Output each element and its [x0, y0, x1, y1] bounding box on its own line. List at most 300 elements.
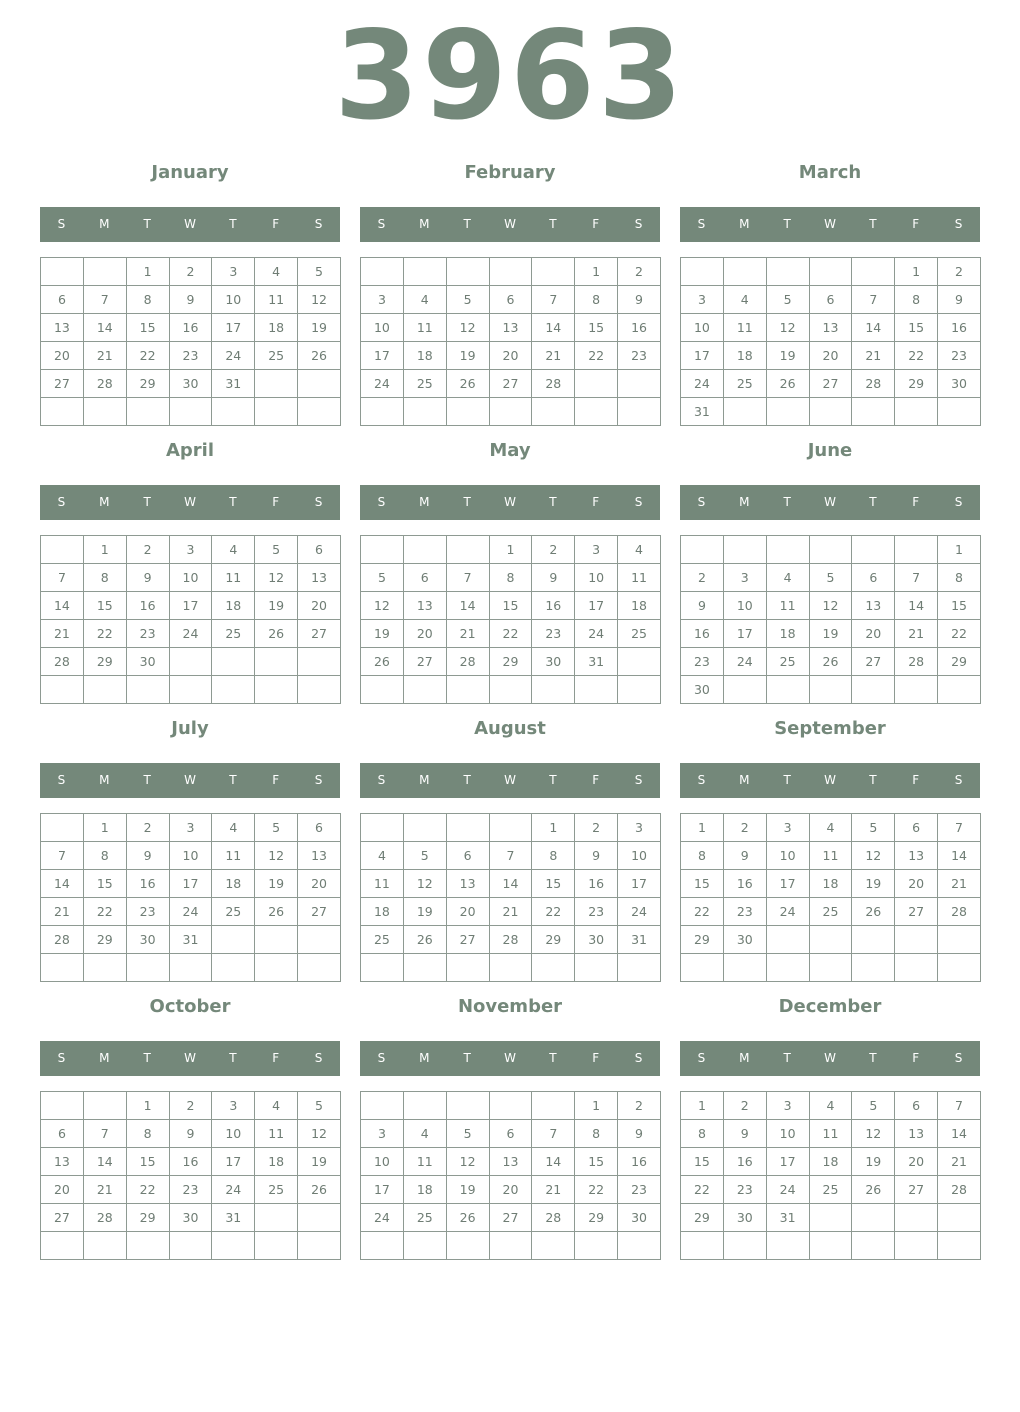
day-cell: 3: [169, 814, 212, 842]
day-cell: [255, 1204, 298, 1232]
day-cell: [618, 954, 661, 982]
day-cell: 11: [255, 1120, 298, 1148]
week-row: [681, 370, 981, 398]
day-cell: 3: [681, 286, 724, 314]
day-cell: [723, 258, 766, 286]
day-cell: 8: [895, 286, 938, 314]
day-cell: 30: [723, 1204, 766, 1232]
week-row: [681, 1148, 981, 1176]
day-cell: 16: [723, 870, 766, 898]
day-cell: 2: [938, 258, 981, 286]
week-row: [41, 592, 341, 620]
day-cell: [298, 1232, 341, 1260]
day-cell: [169, 954, 212, 982]
day-cell: 18: [809, 870, 852, 898]
day-cell: 3: [212, 1092, 255, 1120]
week-row: [361, 1176, 661, 1204]
day-cell: 5: [766, 286, 809, 314]
day-cell: 16: [532, 592, 575, 620]
day-cell: 3: [361, 1120, 404, 1148]
day-cell: 20: [809, 342, 852, 370]
day-cell: [255, 676, 298, 704]
day-cell: 15: [489, 592, 532, 620]
day-cell: [723, 676, 766, 704]
weekday-header: [40, 763, 340, 798]
day-cell: 26: [852, 1176, 895, 1204]
day-cell: 15: [83, 870, 126, 898]
day-cell: 19: [298, 1148, 341, 1176]
day-cell: 21: [41, 620, 84, 648]
day-cell: 17: [618, 870, 661, 898]
day-cell: 15: [895, 314, 938, 342]
weekday-label: F: [912, 495, 920, 509]
weekday-label: S: [314, 495, 323, 509]
day-cell: 21: [446, 620, 489, 648]
day-cell: 9: [938, 286, 981, 314]
day-cell: [852, 536, 895, 564]
day-cell: 26: [809, 648, 852, 676]
day-cell: 12: [446, 1148, 489, 1176]
day-cell: 13: [403, 592, 446, 620]
day-cell: 13: [489, 314, 532, 342]
day-cell: [41, 676, 84, 704]
weekday-header: [680, 763, 980, 798]
day-cell: [41, 258, 84, 286]
week-row: [681, 592, 981, 620]
day-cell: 10: [212, 286, 255, 314]
month-name: June: [807, 440, 853, 461]
day-cell: [532, 954, 575, 982]
day-cell: [41, 398, 84, 426]
day-cell: 19: [809, 620, 852, 648]
weekday-label: W: [184, 495, 196, 509]
day-cell: [895, 926, 938, 954]
week-row: [361, 620, 661, 648]
week-row: [41, 564, 341, 592]
day-cell: 6: [298, 536, 341, 564]
day-cell: 2: [169, 1092, 212, 1120]
day-cell: [361, 258, 404, 286]
day-cell: 31: [618, 926, 661, 954]
day-cell: 20: [298, 870, 341, 898]
day-cell: [766, 536, 809, 564]
day-cell: 29: [83, 926, 126, 954]
day-cell: 5: [403, 842, 446, 870]
day-grid: [680, 813, 981, 982]
weekday-label: W: [504, 217, 516, 231]
day-cell: [446, 258, 489, 286]
day-cell: 28: [532, 370, 575, 398]
week-row: [681, 676, 981, 704]
day-cell: 9: [681, 592, 724, 620]
day-cell: 19: [255, 870, 298, 898]
week-row: [681, 1092, 981, 1120]
day-cell: 31: [212, 370, 255, 398]
day-cell: 18: [255, 314, 298, 342]
weekday-label: F: [592, 773, 600, 787]
day-cell: 29: [895, 370, 938, 398]
day-cell: 29: [938, 648, 981, 676]
week-row: [361, 1148, 661, 1176]
day-cell: 14: [83, 1148, 126, 1176]
day-cell: 4: [809, 814, 852, 842]
day-cell: [895, 676, 938, 704]
day-cell: 1: [575, 1092, 618, 1120]
day-cell: 19: [298, 314, 341, 342]
day-cell: 31: [575, 648, 618, 676]
day-cell: 23: [618, 342, 661, 370]
day-cell: 27: [852, 648, 895, 676]
week-row: [41, 1120, 341, 1148]
day-cell: 17: [681, 342, 724, 370]
day-cell: [723, 1232, 766, 1260]
day-cell: 25: [766, 648, 809, 676]
day-cell: 18: [403, 1176, 446, 1204]
month-name: May: [489, 440, 531, 461]
weekday-label: S: [697, 495, 706, 509]
weekday-label: S: [57, 1051, 66, 1065]
day-cell: 21: [489, 898, 532, 926]
day-cell: 16: [618, 1148, 661, 1176]
day-cell: [169, 398, 212, 426]
weekday-label: W: [824, 1051, 836, 1065]
day-cell: [809, 954, 852, 982]
day-cell: 5: [255, 814, 298, 842]
week-row: [681, 536, 981, 564]
day-cell: 5: [446, 286, 489, 314]
day-cell: 11: [212, 564, 255, 592]
week-row: [41, 1148, 341, 1176]
day-cell: 8: [575, 286, 618, 314]
weekday-label: T: [229, 773, 237, 787]
day-cell: 22: [83, 620, 126, 648]
week-row: [361, 954, 661, 982]
day-cell: 11: [403, 1148, 446, 1176]
week-row: [361, 286, 661, 314]
day-cell: [723, 954, 766, 982]
day-cell: [446, 954, 489, 982]
day-cell: 7: [852, 286, 895, 314]
day-cell: 1: [575, 258, 618, 286]
day-cell: [361, 1232, 404, 1260]
weekday-label: T: [869, 1051, 877, 1065]
day-cell: [852, 398, 895, 426]
day-cell: 28: [41, 648, 84, 676]
day-cell: [361, 536, 404, 564]
week-row: [41, 954, 341, 982]
day-cell: 19: [852, 1148, 895, 1176]
day-cell: 25: [255, 342, 298, 370]
day-cell: 19: [361, 620, 404, 648]
day-cell: 18: [255, 1148, 298, 1176]
day-cell: 3: [766, 814, 809, 842]
day-grid: [360, 257, 661, 426]
day-cell: 6: [895, 1092, 938, 1120]
weekday-label: S: [954, 1051, 963, 1065]
day-cell: 20: [489, 342, 532, 370]
weekday-label: S: [634, 495, 643, 509]
day-cell: 30: [169, 1204, 212, 1232]
day-cell: 16: [126, 592, 169, 620]
day-cell: 1: [681, 1092, 724, 1120]
day-cell: 13: [41, 1148, 84, 1176]
day-cell: 17: [575, 592, 618, 620]
day-cell: 25: [403, 370, 446, 398]
day-cell: 22: [575, 1176, 618, 1204]
day-cell: 4: [766, 564, 809, 592]
day-cell: 8: [681, 842, 724, 870]
week-row: [681, 314, 981, 342]
day-cell: [83, 1092, 126, 1120]
day-cell: 12: [298, 1120, 341, 1148]
day-cell: 6: [298, 814, 341, 842]
week-row: [681, 1232, 981, 1260]
day-cell: 26: [361, 648, 404, 676]
week-row: [361, 1204, 661, 1232]
day-cell: 2: [126, 536, 169, 564]
weekday-label: F: [912, 217, 920, 231]
day-cell: 25: [809, 898, 852, 926]
day-cell: [618, 676, 661, 704]
day-cell: 9: [618, 1120, 661, 1148]
day-cell: 1: [895, 258, 938, 286]
day-cell: 10: [618, 842, 661, 870]
week-row: [681, 1204, 981, 1232]
day-cell: [489, 954, 532, 982]
weekday-header: [360, 485, 660, 520]
week-row: [41, 620, 341, 648]
day-cell: 9: [618, 286, 661, 314]
day-cell: 3: [169, 536, 212, 564]
week-row: [361, 870, 661, 898]
day-cell: 11: [809, 1120, 852, 1148]
weekday-label: S: [954, 773, 963, 787]
day-cell: 16: [126, 870, 169, 898]
day-cell: 9: [169, 1120, 212, 1148]
week-row: [361, 258, 661, 286]
day-cell: 19: [852, 870, 895, 898]
weekday-label: F: [272, 217, 280, 231]
day-cell: 6: [446, 842, 489, 870]
day-cell: [852, 676, 895, 704]
day-cell: 20: [895, 870, 938, 898]
week-row: [41, 370, 341, 398]
day-cell: [575, 676, 618, 704]
day-cell: 18: [212, 870, 255, 898]
weekday-label: W: [504, 773, 516, 787]
day-cell: [446, 536, 489, 564]
day-cell: 1: [681, 814, 724, 842]
day-cell: [83, 1232, 126, 1260]
weekday-label: M: [99, 1051, 110, 1065]
month-name: February: [464, 162, 556, 183]
day-cell: [361, 398, 404, 426]
day-cell: [403, 1092, 446, 1120]
week-row: [41, 814, 341, 842]
day-cell: [212, 676, 255, 704]
day-cell: 14: [532, 314, 575, 342]
weekday-label: T: [143, 217, 151, 231]
weekday-label: S: [314, 773, 323, 787]
day-cell: [895, 1204, 938, 1232]
day-cell: 22: [895, 342, 938, 370]
weekday-label: M: [99, 495, 110, 509]
day-cell: 12: [255, 564, 298, 592]
day-cell: [361, 676, 404, 704]
weekday-label: S: [57, 773, 66, 787]
day-cell: 4: [361, 842, 404, 870]
day-cell: 21: [41, 898, 84, 926]
day-cell: 10: [766, 842, 809, 870]
day-cell: 3: [766, 1092, 809, 1120]
weekday-label: T: [143, 773, 151, 787]
year-title: 3963: [334, 5, 686, 147]
day-cell: [41, 1232, 84, 1260]
day-cell: 30: [126, 926, 169, 954]
day-cell: [532, 676, 575, 704]
day-cell: 7: [489, 842, 532, 870]
day-cell: 28: [83, 370, 126, 398]
week-row: [41, 648, 341, 676]
day-cell: 6: [41, 1120, 84, 1148]
day-cell: 30: [618, 1204, 661, 1232]
day-cell: [489, 1092, 532, 1120]
month-name: January: [151, 162, 229, 183]
day-cell: 27: [298, 898, 341, 926]
day-cell: 10: [723, 592, 766, 620]
day-cell: 5: [361, 564, 404, 592]
day-cell: 7: [938, 1092, 981, 1120]
day-cell: 22: [681, 1176, 724, 1204]
day-cell: 13: [895, 842, 938, 870]
day-cell: [809, 536, 852, 564]
day-cell: [255, 398, 298, 426]
day-cell: [852, 954, 895, 982]
day-grid: [680, 257, 981, 426]
day-cell: [532, 398, 575, 426]
day-cell: 21: [938, 1148, 981, 1176]
weekday-header: [680, 485, 980, 520]
month-name: March: [798, 162, 862, 183]
day-cell: 13: [809, 314, 852, 342]
day-cell: 16: [575, 870, 618, 898]
day-cell: 25: [255, 1176, 298, 1204]
day-cell: 5: [809, 564, 852, 592]
day-cell: 19: [766, 342, 809, 370]
day-cell: [212, 398, 255, 426]
day-cell: 24: [169, 620, 212, 648]
day-cell: 27: [489, 1204, 532, 1232]
day-cell: 22: [938, 620, 981, 648]
day-cell: 24: [723, 648, 766, 676]
weekday-label: S: [697, 217, 706, 231]
weekday-label: T: [463, 217, 471, 231]
day-cell: 2: [575, 814, 618, 842]
day-cell: 19: [255, 592, 298, 620]
day-cell: 21: [895, 620, 938, 648]
day-cell: 9: [723, 1120, 766, 1148]
day-grid: [360, 1091, 661, 1260]
day-cell: [403, 398, 446, 426]
day-cell: [809, 926, 852, 954]
week-row: [361, 1092, 661, 1120]
weekday-label: T: [869, 217, 877, 231]
day-cell: 10: [169, 842, 212, 870]
day-cell: [41, 536, 84, 564]
day-cell: 27: [403, 648, 446, 676]
weekday-label: T: [549, 217, 557, 231]
week-row: [361, 592, 661, 620]
weekday-label: T: [463, 773, 471, 787]
day-cell: 3: [575, 536, 618, 564]
day-cell: 18: [766, 620, 809, 648]
day-cell: 24: [212, 1176, 255, 1204]
day-cell: 12: [809, 592, 852, 620]
weekday-label: M: [419, 217, 430, 231]
day-cell: 8: [532, 842, 575, 870]
day-cell: [489, 398, 532, 426]
weekday-label: W: [824, 217, 836, 231]
day-cell: 28: [938, 1176, 981, 1204]
day-cell: 9: [723, 842, 766, 870]
day-cell: 23: [532, 620, 575, 648]
day-cell: 11: [361, 870, 404, 898]
day-cell: [681, 258, 724, 286]
weekday-label: F: [592, 217, 600, 231]
day-cell: 19: [403, 898, 446, 926]
day-cell: 20: [895, 1148, 938, 1176]
weekday-label: F: [912, 773, 920, 787]
week-row: [41, 398, 341, 426]
weekday-label: M: [739, 1051, 750, 1065]
weekday-label: S: [377, 495, 386, 509]
day-cell: 2: [723, 1092, 766, 1120]
day-cell: 25: [809, 1176, 852, 1204]
day-cell: 10: [766, 1120, 809, 1148]
day-cell: [361, 954, 404, 982]
day-cell: 27: [446, 926, 489, 954]
day-cell: [169, 676, 212, 704]
day-cell: 18: [403, 342, 446, 370]
day-cell: [403, 258, 446, 286]
day-cell: 20: [41, 342, 84, 370]
day-cell: 4: [618, 536, 661, 564]
day-cell: 5: [255, 536, 298, 564]
day-cell: 8: [575, 1120, 618, 1148]
day-cell: 2: [126, 814, 169, 842]
day-cell: 15: [575, 1148, 618, 1176]
day-cell: 18: [723, 342, 766, 370]
day-cell: 23: [618, 1176, 661, 1204]
weekday-label: S: [954, 217, 963, 231]
weekday-label: T: [229, 495, 237, 509]
weekday-label: M: [419, 495, 430, 509]
day-cell: [126, 1232, 169, 1260]
day-cell: 27: [809, 370, 852, 398]
weekday-label: F: [912, 1051, 920, 1065]
day-cell: 11: [403, 314, 446, 342]
day-cell: [532, 258, 575, 286]
day-cell: 12: [298, 286, 341, 314]
day-grid: [680, 535, 981, 704]
day-cell: 2: [618, 1092, 661, 1120]
month-name: October: [149, 996, 231, 1017]
day-cell: 2: [532, 536, 575, 564]
day-cell: 1: [532, 814, 575, 842]
day-cell: 26: [298, 1176, 341, 1204]
weekday-label: S: [634, 217, 643, 231]
weekday-label: S: [314, 1051, 323, 1065]
